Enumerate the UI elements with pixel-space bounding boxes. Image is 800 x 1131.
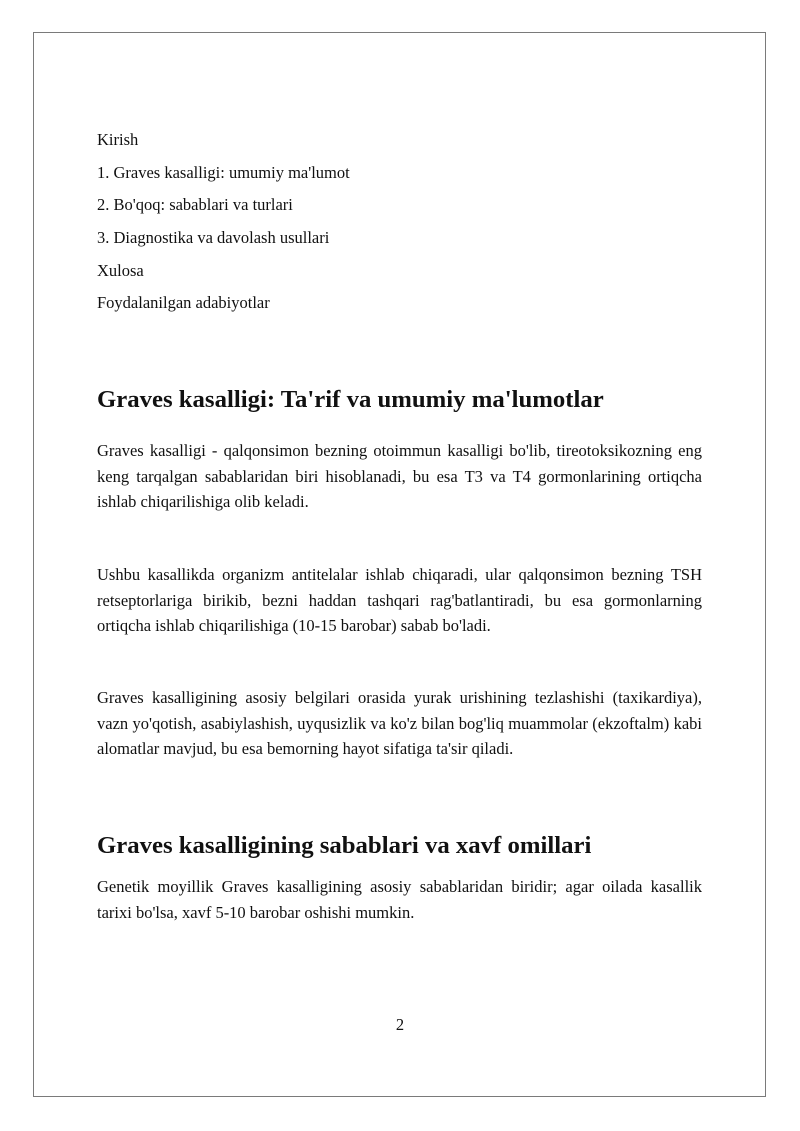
section-heading-definition: Graves kasalligi: Ta'rif va umumiy ma'lumotlar: [97, 386, 604, 413]
paragraph: Graves kasalligining asosiy belgilari orasida yurak urishining tezlashishi (taxikardiya), vazn yo'qotish, asabiylashish, uyqusizlik va ko'z bilan bog'liq muammolar (ekzoftalm) kabi alomatlar mavjud, bu esa bemorning hayot sifatiga ta'sir qiladi.: [97, 688, 702, 758]
toc-item-conclusion: Xulosa: [97, 260, 144, 280]
page-number: 2: [395, 1015, 405, 1034]
toc-item-chapter-3: 3. Diagnostika va davolash usullari: [97, 228, 330, 248]
toc-item-introduction: Kirish: [97, 130, 139, 149]
table-of-contents: [97, 129, 702, 313]
section-heading-causes: Graves kasalligining sabablari va xavf omillari: [97, 832, 592, 859]
document-body: [97, 129, 702, 922]
paragraph: Graves kasalligi - qalqonsimon bezning otoimmun kasalligi bo'lib, tireotoksikozning eng keng tarqalgan sabablaridan biri hisoblanadi, bu esa T3 va T4 gormonlarining ortiqcha ishlab chiqarilishiga olib keladi.: [97, 441, 702, 511]
toc-item-chapter-2: 2. Bo'qoq: sabablari va turlari: [97, 195, 293, 215]
toc-item-references: Foydalanilgan adabiyotlar: [97, 293, 270, 313]
paragraph: Ushbu kasallikda organizm antitelalar ishlab chiqaradi, ular qalqonsimon bezning TSH retseptorlariga birikib, bezni haddan tashqari rag'batlantiradi, bu esa gormonlarning ortiqcha ishlab chiqarilishiga (10-15 barobar) sabab bo'ladi.: [97, 565, 702, 635]
toc-item-chapter-1: 1. Graves kasalligi: umumiy ma'lumot: [97, 162, 350, 182]
paragraph: Genetik moyillik Graves kasalligining asosiy sabablaridan biridir; agar oilada kasallik tarixi bo'lsa, xavf 5-10 barobar oshishi mumkin.: [97, 877, 702, 922]
